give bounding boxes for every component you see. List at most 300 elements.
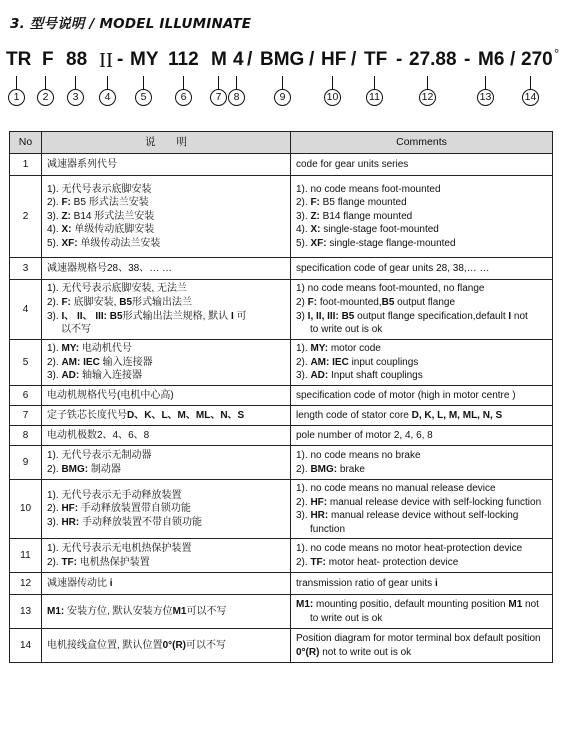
- cell-text: 电机接线盒位置, 默认位置: [47, 640, 163, 652]
- cell-line: [47, 489, 285, 503]
- marker-connector: [427, 76, 428, 89]
- code-keyword: D, K, L, M, ML, N, S: [411, 409, 503, 421]
- cell-text: 可以不写: [186, 606, 227, 618]
- cell-line: [296, 556, 547, 570]
- cell-text: 电动机极数2、4、6、8: [47, 429, 150, 441]
- marker-connector: [183, 76, 184, 89]
- model-code-segment: /: [351, 49, 357, 70]
- header-description: 说 明: [42, 132, 291, 154]
- cell-line: [47, 639, 285, 653]
- cell-text: 2).: [296, 556, 311, 568]
- model-code-segment: M: [211, 49, 227, 70]
- table-row: [10, 446, 553, 480]
- comment-cell: [291, 406, 553, 426]
- marker-connector: [45, 76, 46, 89]
- description-cell: [42, 176, 291, 258]
- cell-text: B14 flange mounted: [319, 210, 413, 222]
- cell-line: [296, 183, 547, 197]
- marker-number: 2: [37, 89, 54, 106]
- model-code-segment: /: [247, 49, 253, 70]
- cell-text: 1).: [47, 343, 62, 355]
- table-row: [10, 539, 553, 573]
- cell-line: [47, 356, 285, 370]
- model-code-segment: TF: [364, 49, 388, 70]
- cell-text: 可: [233, 310, 247, 322]
- cell-line: [296, 496, 547, 510]
- code-keyword: HF:: [310, 496, 328, 508]
- code-keyword: F:: [307, 296, 318, 308]
- description-cell: [42, 480, 291, 539]
- cell-text: specification code of gear units 28, 38,… …: [296, 262, 490, 274]
- cell-line: [296, 577, 547, 591]
- cell-line: [47, 577, 285, 591]
- marker-number: 1: [8, 89, 25, 106]
- cell-text: 2).: [296, 197, 311, 209]
- cell-line: [296, 323, 547, 337]
- cell-line: [296, 542, 547, 556]
- code-keyword: I、 II、 III:: [61, 310, 108, 322]
- cell-line: [47, 323, 285, 337]
- cell-text: pole number of motor 2, 4, 6, 8: [296, 429, 433, 441]
- code-keyword: i: [434, 578, 438, 590]
- model-code-segment: 4: [233, 49, 244, 70]
- model-code-segment: II: [99, 48, 113, 72]
- marker-connector: [75, 76, 76, 89]
- cell-line: [296, 356, 547, 370]
- table-row: [10, 629, 553, 663]
- cell-text: 减速器传动比: [47, 578, 110, 590]
- model-code-segment: /: [510, 49, 516, 70]
- marker-number: 13: [477, 89, 494, 106]
- cell-line: [47, 502, 285, 516]
- cell-line: [47, 516, 285, 530]
- cell-text: specification code of motor (high in motor centre ): [296, 389, 516, 401]
- code-keyword: BMG:: [61, 463, 89, 475]
- cell-line: [47, 196, 285, 210]
- code-keyword: AD:: [310, 370, 329, 382]
- cell-text: 1). 无代号表示无手动释放装置: [47, 489, 182, 501]
- row-number: 7: [10, 406, 42, 426]
- description-cell: [42, 406, 291, 426]
- comment-cell: [291, 280, 553, 340]
- cell-text: 定子铁芯长度代号: [47, 409, 127, 421]
- cell-text: 5).: [47, 237, 62, 249]
- cell-text: single-stage foot-mounted: [320, 224, 439, 236]
- cell-line: [296, 282, 547, 296]
- description-cell: [42, 280, 291, 340]
- row-number: 2: [10, 176, 42, 258]
- cell-line: [47, 210, 285, 224]
- cell-text: input couplings: [348, 356, 419, 368]
- code-keyword: TF:: [310, 556, 326, 568]
- cell-text: 减速器规格号28、38、… …: [47, 262, 173, 274]
- marker-connector: [332, 76, 333, 89]
- cell-text: 1). no code means foot-mounted: [296, 183, 441, 195]
- model-code-segment: 112: [168, 49, 199, 70]
- table-row: [10, 258, 553, 280]
- cell-text: 3).: [296, 370, 311, 382]
- cell-text: not: [511, 310, 528, 322]
- cell-line: [296, 389, 547, 403]
- cell-line: [296, 449, 547, 463]
- comment-cell: [291, 573, 553, 595]
- table-row: [10, 595, 553, 629]
- marker-connector: [374, 76, 375, 89]
- code-keyword: TF:: [61, 556, 77, 568]
- code-keyword: Z:: [310, 210, 320, 222]
- model-code-segment: F: [42, 49, 54, 70]
- model-code-segment: 270: [521, 49, 553, 70]
- code-keyword: I: [508, 310, 512, 322]
- marker-number: 11: [366, 89, 383, 106]
- cell-text: 单级传动底脚安装: [71, 224, 155, 236]
- marker-connector: [485, 76, 486, 89]
- cell-line: [47, 542, 285, 556]
- cell-line: [47, 369, 285, 383]
- cell-text: 形式输出法兰: [132, 296, 193, 308]
- code-keyword: HR:: [310, 510, 329, 522]
- cell-line: [296, 429, 547, 443]
- code-keyword: IEC: [332, 356, 349, 368]
- marker-number: 5: [135, 89, 152, 106]
- code-keyword: F:: [61, 296, 71, 308]
- model-spec-table: [9, 131, 553, 663]
- cell-text: 2).: [47, 356, 62, 368]
- cell-text: foot-mounted,: [317, 296, 382, 308]
- cell-text: 3).: [47, 370, 62, 382]
- cell-text: 1). 无代号表示无电机热保护装置: [47, 543, 192, 555]
- code-keyword: B5: [119, 296, 133, 308]
- comment-cell: [291, 176, 553, 258]
- marker-number: 7: [210, 89, 227, 106]
- model-code-segment: 27.88: [409, 49, 457, 70]
- code-keyword: 0°(R): [162, 640, 187, 652]
- code-keyword: M1:: [47, 606, 65, 618]
- cell-text: manual release device without self-locking: [328, 510, 519, 522]
- code-keyword: X:: [61, 224, 72, 236]
- row-number: 14: [10, 629, 42, 663]
- cell-text: 1). 无代号表示底脚安装: [47, 183, 152, 195]
- model-code-segment: MY: [130, 49, 159, 70]
- cell-text: code for gear units series: [296, 158, 409, 170]
- cell-text: B5 形式法兰安装: [70, 197, 149, 209]
- cell-text: 2).: [47, 296, 62, 308]
- cell-text: length code of stator core: [296, 409, 412, 421]
- cell-line: [296, 632, 547, 646]
- comment-cell: [291, 539, 553, 573]
- cell-text: 安装方位, 默认安装方位: [64, 606, 173, 618]
- cell-text: to write out is ok: [310, 324, 383, 336]
- cell-text: 手动释放装置带自锁功能: [78, 503, 191, 515]
- cell-text: not: [522, 599, 539, 611]
- cell-line: [296, 646, 547, 660]
- comment-cell: [291, 446, 553, 480]
- cell-text: Input shaft couplings: [328, 370, 423, 382]
- description-cell: [42, 340, 291, 386]
- code-keyword: F:: [61, 197, 71, 209]
- degree-symbol: °: [554, 46, 560, 61]
- cell-text: 2).: [47, 556, 62, 568]
- model-code-segment: BMG: [260, 49, 305, 70]
- cell-text: 以不写: [61, 324, 91, 336]
- code-keyword: X:: [310, 224, 321, 236]
- code-keyword: HR:: [61, 516, 80, 528]
- code-keyword: M1: [172, 606, 187, 618]
- cell-text: 4).: [47, 224, 62, 236]
- cell-text: single-stage flange-mounted: [326, 237, 456, 249]
- code-keyword: B5: [109, 310, 123, 322]
- code-keyword: D、K、L、M、ML、N、S: [127, 409, 245, 421]
- description-cell: [42, 154, 291, 176]
- cell-text: 1). 无代号表示底脚安装, 无法兰: [47, 283, 188, 295]
- comment-cell: [291, 426, 553, 446]
- cell-text: manual release device with self-locking function: [327, 496, 542, 508]
- cell-text: 2).: [47, 503, 62, 515]
- cell-text: 4).: [296, 224, 311, 236]
- cell-line: [296, 223, 547, 237]
- cell-line: [47, 296, 285, 310]
- cell-line: [296, 296, 547, 310]
- cell-line: [296, 409, 547, 423]
- cell-text: 5).: [296, 237, 311, 249]
- model-code-segment: M6: [478, 49, 505, 70]
- comment-cell: [291, 595, 553, 629]
- comment-cell: [291, 386, 553, 406]
- code-keyword: i: [109, 578, 113, 590]
- code-keyword: XF:: [310, 237, 327, 249]
- model-code-segment: -: [396, 49, 403, 70]
- comment-cell: [291, 629, 553, 663]
- code-keyword: MY:: [310, 343, 329, 355]
- cell-line: [47, 223, 285, 237]
- cell-text: 1).: [296, 343, 311, 355]
- cell-text: 2).: [296, 356, 311, 368]
- description-cell: [42, 595, 291, 629]
- cell-line: [296, 369, 547, 383]
- row-number: 5: [10, 340, 42, 386]
- table-row: [10, 426, 553, 446]
- code-keyword: I, II, III:: [307, 310, 339, 322]
- cell-text: B5 flange mounted: [319, 197, 407, 209]
- description-cell: [42, 539, 291, 573]
- row-number: 10: [10, 480, 42, 539]
- cell-line: [296, 482, 547, 496]
- cell-text: 2).: [296, 463, 311, 475]
- cell-text: motor code: [328, 343, 381, 355]
- description-cell: [42, 573, 291, 595]
- cell-text: mounting positio, default mounting position: [313, 599, 509, 611]
- cell-line: [296, 342, 547, 356]
- code-keyword: Z:: [61, 210, 71, 222]
- row-number: 6: [10, 386, 42, 406]
- comment-cell: [291, 154, 553, 176]
- cell-text: motor heat- protection device: [326, 556, 459, 568]
- description-cell: [42, 258, 291, 280]
- code-keyword: I: [230, 310, 234, 322]
- cell-text: 1). no code means no brake: [296, 449, 421, 461]
- code-keyword: F:: [310, 197, 320, 209]
- cell-text: brake: [337, 463, 365, 475]
- cell-line: [47, 183, 285, 197]
- cell-line: [296, 262, 547, 276]
- cell-text: 单级传动法兰安装: [77, 237, 161, 249]
- model-code-segment: -: [117, 49, 124, 70]
- model-code-segment: /: [309, 49, 315, 70]
- row-number: 12: [10, 573, 42, 595]
- code-keyword: AD:: [61, 370, 80, 382]
- cell-text: to write out is ok: [310, 612, 383, 624]
- cell-text: transmission ratio of gear units: [296, 578, 435, 590]
- comment-cell: [291, 340, 553, 386]
- marker-connector: [530, 76, 531, 89]
- code-keyword: IEC: [83, 356, 100, 368]
- cell-text: 3).: [47, 516, 62, 528]
- cell-text: 2).: [47, 197, 62, 209]
- table-header-row: [10, 132, 553, 154]
- marker-connector: [236, 76, 237, 89]
- cell-text: 2).: [47, 463, 62, 475]
- marker-number: 14: [522, 89, 539, 106]
- cell-line: [47, 262, 285, 276]
- cell-text: 电动机代号: [79, 343, 132, 355]
- code-keyword: 0°(R): [296, 646, 320, 658]
- marker-number: 4: [99, 89, 116, 106]
- cell-line: [47, 158, 285, 172]
- marker-number: 10: [324, 89, 341, 106]
- cell-line: [47, 342, 285, 356]
- comment-cell: [291, 258, 553, 280]
- code-keyword: B5: [341, 310, 355, 322]
- code-keyword: MY:: [61, 343, 80, 355]
- table-row: [10, 406, 553, 426]
- table-row: [10, 480, 553, 539]
- cell-text: 3).: [296, 210, 311, 222]
- description-cell: [42, 426, 291, 446]
- cell-text: 3): [296, 310, 308, 322]
- header-no: No: [10, 132, 42, 154]
- row-number: 4: [10, 280, 42, 340]
- row-number: 1: [10, 154, 42, 176]
- model-code-row: [6, 48, 566, 78]
- model-code-segment: -: [464, 49, 471, 70]
- cell-text: output flange specification,default: [354, 310, 509, 322]
- cell-text: B14 形式法兰安装: [70, 210, 155, 222]
- cell-line: [47, 605, 285, 619]
- model-code-segment: TR: [6, 49, 32, 70]
- marker-number: 12: [419, 89, 436, 106]
- cell-text: not to write out is ok: [319, 646, 412, 658]
- model-code-segment: HF: [321, 49, 347, 70]
- code-keyword: B5: [381, 296, 395, 308]
- model-code-segment: 88: [66, 49, 88, 70]
- header-comments: Comments: [291, 132, 553, 154]
- row-number: 8: [10, 426, 42, 446]
- cell-line: [47, 449, 285, 463]
- cell-line: [296, 463, 547, 477]
- marker-connector: [107, 76, 108, 89]
- cell-line: [47, 310, 285, 324]
- table-row: [10, 154, 553, 176]
- cell-line: [47, 556, 285, 570]
- code-keyword: XF:: [61, 237, 78, 249]
- cell-line: [47, 429, 285, 443]
- cell-line: [296, 598, 547, 612]
- cell-text: 形式输出法兰规格, 默认: [122, 310, 231, 322]
- cell-text: 2): [296, 296, 308, 308]
- row-number: 13: [10, 595, 42, 629]
- cell-text: 1). no code means no manual release device: [296, 483, 496, 494]
- table-row: [10, 386, 553, 406]
- cell-text: 3).: [47, 210, 62, 222]
- cell-text: 手动释放装置不带自锁功能: [79, 516, 203, 528]
- description-cell: [42, 446, 291, 480]
- cell-text: 1). 无代号表示无制动器: [47, 449, 152, 461]
- row-number: 9: [10, 446, 42, 480]
- code-keyword: AM:: [61, 356, 81, 368]
- table-row: [10, 176, 553, 258]
- cell-line: [47, 463, 285, 477]
- code-keyword: M1: [508, 599, 523, 611]
- table-row: [10, 573, 553, 595]
- cell-line: [296, 196, 547, 210]
- marker-connector: [143, 76, 144, 89]
- table-row: [10, 280, 553, 340]
- cell-text: 1) no code means foot-mounted, no flange: [296, 283, 485, 295]
- marker-number: 6: [175, 89, 192, 106]
- row-number: 11: [10, 539, 42, 573]
- cell-line: [47, 237, 285, 251]
- table-row: [10, 340, 553, 386]
- cell-line: [47, 409, 285, 423]
- cell-text: 轴输入连接器: [79, 370, 143, 382]
- cell-text: 1). no code means no motor heat-protection device: [296, 543, 523, 555]
- cell-text: 电机热保护装置: [77, 556, 150, 568]
- cell-text: 制动器: [88, 463, 121, 475]
- cell-text: 输入连接器: [99, 356, 153, 368]
- marker-connector: [16, 76, 17, 89]
- marker-number: 3: [67, 89, 84, 106]
- cell-text: function: [310, 523, 346, 535]
- description-cell: [42, 629, 291, 663]
- cell-line: [296, 612, 547, 626]
- code-keyword: BMG:: [310, 463, 338, 475]
- cell-text: 底脚安装,: [70, 296, 120, 308]
- marker-number: 9: [274, 89, 291, 106]
- cell-text: 可以不写: [186, 640, 227, 652]
- comment-cell: [291, 480, 553, 539]
- cell-line: [296, 237, 547, 251]
- cell-text: 减速器系列代号: [47, 158, 117, 170]
- cell-line: [296, 310, 547, 324]
- cell-line: [296, 158, 547, 172]
- code-keyword: AM:: [310, 356, 330, 368]
- cell-line: [296, 210, 547, 224]
- marker-connector: [218, 76, 219, 89]
- cell-text: output flange: [394, 296, 456, 308]
- cell-text: 2).: [296, 496, 311, 508]
- cell-line: [47, 282, 285, 296]
- page-title: 3. 型号说明 / MODEL ILLUMINATE: [10, 16, 252, 32]
- cell-line: [296, 523, 547, 537]
- marker-connector: [282, 76, 283, 89]
- cell-line: [296, 509, 547, 523]
- cell-text: 3).: [47, 310, 62, 322]
- description-cell: [42, 386, 291, 406]
- cell-text: 3).: [296, 510, 311, 522]
- code-keyword: M1:: [296, 599, 314, 611]
- cell-text: Position diagram for motor terminal box default position: [296, 633, 541, 645]
- cell-line: [47, 389, 285, 403]
